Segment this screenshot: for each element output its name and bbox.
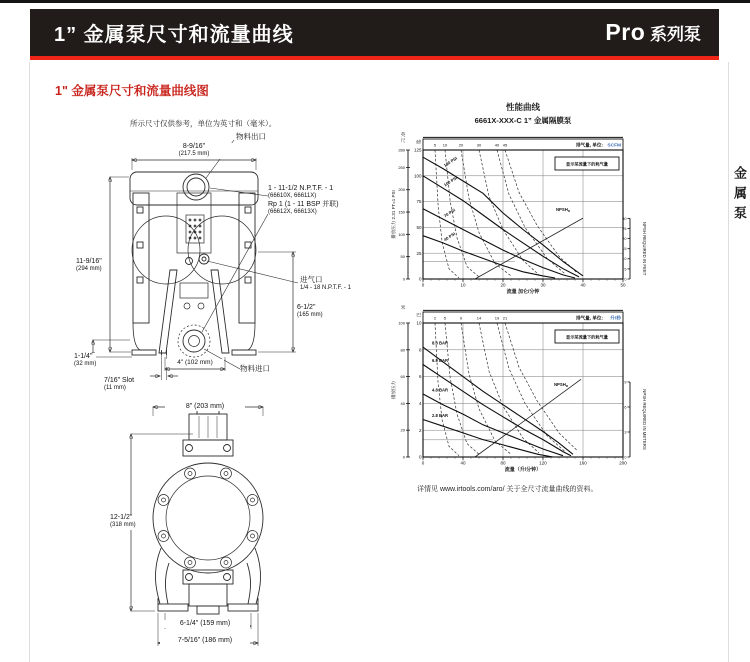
svg-text:40 PSI: 40 PSI	[442, 231, 457, 243]
label-air-inlet: 进气口 1/4 - 18 N.P.T.F. - 1	[300, 275, 351, 292]
page-edge-right	[728, 62, 729, 662]
svg-text:0: 0	[402, 454, 405, 460]
svg-text:5: 5	[624, 267, 627, 272]
svg-text:9: 9	[624, 380, 627, 385]
svg-text:NPSHR: $NPSH_R$	[553, 381, 569, 388]
svg-text:0: 0	[418, 454, 422, 460]
svg-text:19: 19	[494, 315, 500, 321]
svg-text:150: 150	[398, 209, 405, 215]
svg-text:米: 米	[400, 306, 406, 311]
brand	[605, 19, 701, 46]
svg-text:英: 英	[400, 133, 406, 138]
svg-text:磅: 磅	[416, 140, 421, 146]
svg-text:SCFM: SCFM	[607, 143, 621, 149]
label-dim4: 4" (102 mm)	[166, 359, 224, 367]
label-inlet: 物料进口	[240, 364, 270, 373]
svg-text:巴: 巴	[416, 313, 421, 319]
page-header	[30, 9, 719, 56]
svg-text:0: 0	[421, 282, 425, 288]
label-dim114: 1-1/4" (32 mm)	[74, 353, 97, 368]
label-threads: 1 - 11-1/2 N.P.T.F. - 1 (66610X, 66611X) Rp 1 (1 - 11 BSP 并联) (66612X, 66613X)	[268, 185, 339, 215]
svg-text:15: 15	[622, 247, 627, 252]
svg-text:75: 75	[416, 199, 422, 205]
red-divider	[30, 56, 719, 60]
svg-text:120 PSI: 120 PSI	[442, 155, 459, 168]
svg-text:3: 3	[624, 430, 627, 435]
svg-text:流量（升/分钟）: 流量（升/分钟）	[504, 466, 542, 473]
svg-text:6: 6	[418, 374, 422, 380]
svg-text:排气量, 单位:: 排气量, 单位:	[575, 142, 603, 148]
label-dim65: 6-1/2" (165 mm)	[297, 304, 323, 319]
footnote: 详情见 www.irtools.com/aro/ 关于全尺寸流量曲线的资料。	[417, 486, 598, 493]
svg-text:30: 30	[476, 142, 482, 148]
drawing-note: 所示尺寸仅供参考，单位为英寸和（毫米）。	[130, 119, 277, 128]
svg-text:200: 200	[398, 187, 405, 193]
svg-text:125: 125	[413, 147, 422, 153]
svg-text:160: 160	[579, 460, 587, 466]
svg-text:120: 120	[539, 460, 547, 466]
svg-text:20: 20	[458, 142, 464, 148]
svg-text:10: 10	[622, 257, 627, 262]
brand-pro: Pro	[605, 19, 646, 45]
svg-text:289: 289	[398, 147, 405, 153]
page-edge-left	[29, 62, 30, 662]
svg-text:尺: 尺	[400, 139, 406, 144]
svg-text:NPSHR: $NPSH_R$	[555, 206, 571, 213]
svg-text:排气量, 单位:: 排气量, 单位:	[575, 315, 603, 321]
svg-text:4.8 BAR: 4.8 BAR	[432, 387, 449, 393]
svg-text:0: 0	[418, 276, 422, 282]
charts-subtitle: 6661X-XXX-C 1” 金属隔膜泵	[474, 116, 572, 125]
svg-text:100: 100	[398, 320, 405, 326]
svg-text:60: 60	[400, 374, 405, 380]
svg-text:100: 100	[398, 231, 405, 237]
charts-title: 性能曲线	[505, 102, 540, 112]
svg-text:50: 50	[400, 254, 405, 260]
svg-text:10: 10	[416, 320, 422, 326]
svg-text:0: 0	[421, 460, 425, 466]
svg-text:70 PSI: 70 PSI	[442, 207, 457, 219]
svg-text:25: 25	[622, 226, 627, 231]
side-view-drawing	[105, 398, 315, 654]
svg-text:10: 10	[460, 282, 466, 288]
brand-series: 系列泵	[650, 25, 701, 44]
label-height: 11-9/16" (294 mm)	[76, 258, 102, 273]
svg-text:20: 20	[500, 282, 506, 288]
svg-text:5: 5	[443, 315, 447, 321]
svg-text:5: 5	[433, 142, 437, 148]
svg-text:8.3 BAR: 8.3 BAR	[432, 340, 449, 346]
svg-text:40: 40	[460, 460, 466, 466]
svg-text:NPSH REQUIRED IN FEET: NPSH REQUIRED IN FEET	[642, 221, 647, 276]
svg-text:8: 8	[418, 347, 422, 353]
svg-text:2.8 BAR: 2.8 BAR	[432, 412, 449, 418]
performance-curve-imperial	[378, 103, 678, 308]
svg-text:流量 加仑/分钟: 流量 加仑/分钟	[506, 288, 540, 295]
svg-text:40: 40	[400, 400, 405, 406]
svg-text:40: 40	[494, 142, 500, 148]
label-slot: 7/16" Slot (11 mm)	[104, 377, 135, 392]
label-side-bolt-span: 6-1/4" (159 mm)	[160, 620, 250, 628]
svg-text:显示某流量下的耗气量: 显示某流量下的耗气量	[566, 334, 608, 340]
svg-text:100: 100	[413, 173, 422, 179]
side-tab-metal-pump: 金属泵	[732, 166, 747, 226]
label-width: 8-9/16" (217.5 mm)	[156, 143, 232, 159]
svg-text:21: 21	[502, 315, 508, 321]
svg-text:0: 0	[624, 455, 627, 460]
svg-text:45: 45	[502, 142, 508, 148]
svg-text:4: 4	[418, 401, 422, 406]
label-side-height: 12-1/2" (318 mm)	[110, 514, 136, 529]
svg-text:2: 2	[418, 427, 422, 433]
svg-text:80: 80	[500, 460, 506, 466]
svg-text:30: 30	[540, 282, 546, 288]
label-side-base-width: 7-5/16" (186 mm)	[160, 637, 250, 645]
svg-text:升/秒: 升/秒	[610, 316, 621, 322]
svg-text:30: 30	[622, 216, 627, 221]
label-side-width: 8" (203 mm)	[165, 403, 245, 411]
page-title: 1” 金属泵尺寸和流量曲线	[54, 24, 294, 46]
svg-text:2: 2	[433, 315, 437, 321]
svg-text:100 PSI: 100 PSI	[442, 175, 459, 188]
svg-text:NPSH REQUIRED IN METERS: NPSH REQUIRED IN METERS	[642, 389, 647, 450]
top-border	[0, 0, 750, 3]
section-heading: 1" 金属泵尺寸和流量曲线图	[55, 84, 209, 98]
svg-text:50: 50	[416, 225, 422, 230]
svg-text:50: 50	[620, 282, 626, 288]
svg-text:显示某流量下的耗气量: 显示某流量下的耗气量	[566, 161, 608, 167]
svg-text:20: 20	[400, 427, 405, 433]
svg-text:25: 25	[416, 250, 422, 256]
svg-text:250: 250	[398, 164, 405, 170]
svg-text:0: 0	[624, 277, 627, 282]
svg-text:0: 0	[402, 276, 405, 282]
svg-text:200: 200	[619, 460, 627, 466]
svg-text:10: 10	[442, 142, 448, 148]
svg-text:14: 14	[476, 315, 482, 321]
svg-text:40: 40	[580, 282, 586, 288]
svg-text:排放压力 2.31 FT=1 PSI: 排放压力 2.31 FT=1 PSI	[391, 190, 396, 239]
svg-text:6: 6	[624, 405, 627, 410]
svg-text:80: 80	[400, 347, 405, 353]
performance-curve-metric	[378, 296, 678, 496]
svg-text:9: 9	[459, 315, 463, 321]
svg-text:20: 20	[622, 236, 627, 241]
svg-text:6.9 BAR: 6.9 BAR	[432, 358, 449, 364]
svg-text:排放压力: 排放压力	[391, 381, 396, 399]
label-outlet: 物料出口	[236, 132, 266, 141]
front-view-drawing	[80, 128, 370, 408]
